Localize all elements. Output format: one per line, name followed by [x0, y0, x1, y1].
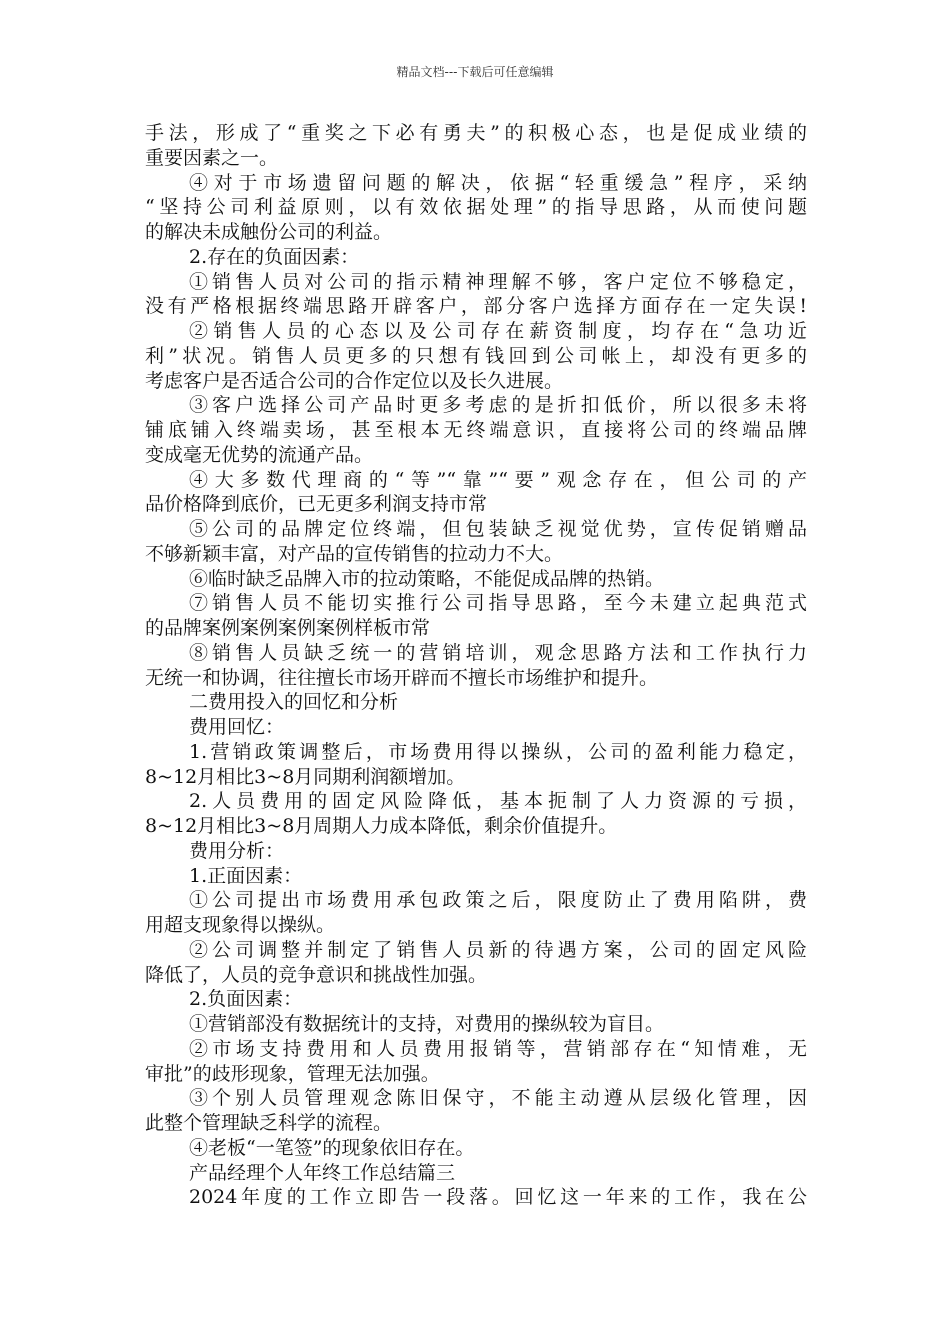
text-line: 2.负面因素： [189, 988, 303, 1011]
text-line: ②公司调整并制定了销售人员新的待遇方案，公司的固定风险 [189, 938, 807, 961]
text-line: ①营销部没有数据统计的支持，对费用的操纵较为盲目。 [189, 1013, 665, 1035]
text-line: 考虑客户是否适合公司的合作定位以及长久进展。 [145, 369, 564, 392]
text-line: ④大多数代理商的“等”“靠”“要”观念存在，但公司的产 [189, 468, 807, 491]
document-body [145, 121, 807, 1210]
text-line: ④对于市场遗留问题的解决，依据“轻重缓急”程序，采纳 [189, 171, 807, 194]
text-line: ②市场支持费用和人员费用报销等，营销部存在“知情难，无 [189, 1037, 807, 1060]
text-line: ⑧销售人员缺乏统一的营销培训，观念思路方法和工作执行力 [189, 641, 807, 664]
text-line: “坚持公司利益原则，以有效依据处理”的指导思路，从而使问题 [145, 196, 807, 219]
text-line: 费用回忆： [189, 716, 285, 738]
text-line: 没有严格根据终端思路开辟客户，部分客户选择方面存在一定失误! [145, 295, 807, 318]
text-line: 的品牌案例案例案例案例样板市常 [145, 617, 431, 639]
text-line: 品价格降到底价，已无更多利润支持市常 [145, 493, 488, 516]
text-line: 的解决未成触份公司的利益。 [145, 221, 393, 243]
text-line: 2024年度的工作立即告一段落。回忆这一年来的工作，我在公 [189, 1186, 807, 1209]
text-line: 审批”的歧形现象，管理无法加强。 [145, 1062, 440, 1085]
text-line: ①公司提出市场费用承包政策之后，限度防止了费用陷阱，费 [189, 889, 807, 912]
text-line: 不够新颖丰富，对产品的宣传销售的拉动力不大。 [145, 542, 564, 565]
text-line: ④老板“一笔签”的现象依旧存在。 [189, 1136, 475, 1159]
text-line: ⑦销售人员不能切实推行公司指导思路，至今未建立起典范式 [189, 592, 807, 615]
text-line: 8~12月相比3~8月周期人力成本降低，剩余价值提升。 [145, 815, 618, 837]
text-line: 降低了，人员的竞争意识和挑战性加强。 [145, 963, 488, 986]
text-line: 无统一和协调，往往擅长市场开辟而不擅长市场维护和提升。 [145, 666, 659, 689]
page-header: 精品文档---下载后可任意编辑 [396, 65, 554, 79]
text-line: 手法，形成了“重奖之下必有勇夫”的积极心态，也是促成业绩的 [145, 122, 807, 144]
text-line: 利”状况。销售人员更多的只想有钱回到公司帐上，却没有更多的 [145, 344, 807, 367]
text-line: 二费用投入的回忆和分析 [189, 691, 399, 714]
text-line: 用超支现象得以操纵。 [145, 914, 336, 936]
text-line: 重要因素之一。 [145, 146, 279, 169]
text-line: ③客户选择公司产品时更多考虑的是折扣低价，所以很多未将 [189, 394, 807, 417]
text-line: ①销售人员对公司的指示精神理解不够，客户定位不够稳定， [189, 270, 807, 293]
text-line: 8~12月相比3~8月同期利润额增加。 [145, 765, 466, 788]
text-line: 2.人员费用的固定风险降低，基本扼制了人力资源的亏损， [189, 790, 807, 813]
text-line: 费用分析： [189, 839, 285, 862]
text-line: 2.存在的负面因素： [189, 245, 360, 268]
text-line: ②销售人员的心态以及公司存在薪资制度，均存在“急功近 [189, 320, 807, 342]
text-line: 铺底铺入终端卖场，甚至根本无终端意识，直接将公司的终端品牌 [145, 419, 807, 441]
text-line: ③个别人员管理观念陈旧保守，不能主动遵从层级化管理，因 [189, 1087, 807, 1110]
text-line: ⑥临时缺乏品牌入市的拉动策略，不能促成品牌的热销。 [189, 567, 665, 590]
text-line: 1.营销政策调整后，市场费用得以操纵，公司的盈利能力稳定， [189, 740, 807, 763]
text-line: 此整个管理缺乏科学的流程。 [145, 1112, 393, 1134]
text-line: 产品经理个人年终工作总结篇三 [189, 1161, 456, 1184]
text-line: ⑤公司的品牌定位终端，但包装缺乏视觉优势，宣传促销赠品 [189, 518, 807, 540]
text-line: 变成毫无优势的流通产品。 [145, 443, 374, 466]
text-line: 1.正面因素： [189, 864, 303, 887]
